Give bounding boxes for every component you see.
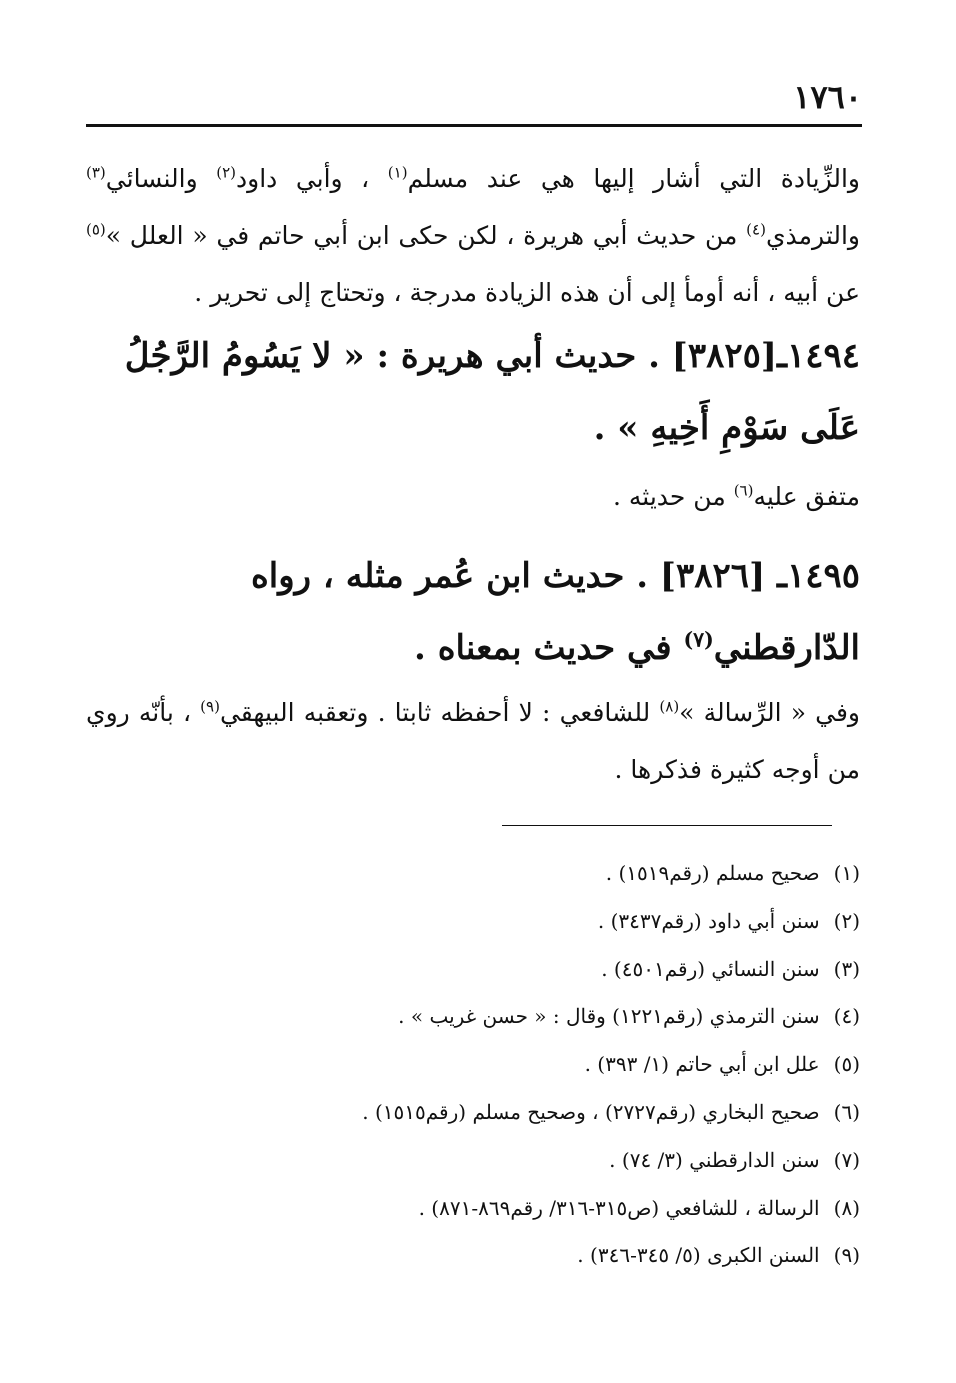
footnote-separator bbox=[502, 825, 832, 826]
footnote-text: سنن أبي داود (رقم٣٤٣٧) . bbox=[597, 908, 820, 933]
footnote-text: علل ابن أبي حاتم (١/ ٣٩٣) . bbox=[584, 1052, 820, 1077]
header-rule bbox=[86, 124, 862, 127]
footnote-number: (٩) bbox=[833, 1243, 860, 1268]
paragraph-muttafaq bbox=[86, 468, 860, 525]
hadith-heading-1495 bbox=[86, 540, 860, 684]
text: وفي « الرِّسالة » bbox=[679, 698, 861, 727]
footnote-text: الرسالة ، للشافعي (ص٣١٥-٣١٦/ رقم٨٦٩-٨٧١) . bbox=[418, 1195, 820, 1220]
footnote-item bbox=[80, 1232, 860, 1280]
text: والترمذي bbox=[765, 221, 860, 250]
footnote-text: سنن النسائي (رقم٤٥٠١) . bbox=[601, 956, 820, 981]
footnote-item bbox=[80, 898, 860, 946]
footnote-number: (٤) bbox=[833, 1004, 860, 1029]
footnote-text: سنن الدارقطني (٣/ ٧٤) . bbox=[609, 1147, 820, 1172]
footnote-item bbox=[80, 1137, 860, 1185]
page-number: ١٧٦٠ bbox=[793, 78, 862, 116]
text: متفق عليه bbox=[753, 482, 860, 511]
footnote-ref-3[interactable]: (٣) bbox=[86, 163, 106, 182]
text: من حديث أبي هريرة ، لكن حكى ابن أبي حاتم في « العلل » bbox=[105, 221, 747, 250]
footnote-number: (١) bbox=[833, 861, 860, 885]
footnote-ref-7[interactable]: (٧) bbox=[683, 627, 714, 652]
footnote-number: (٥) bbox=[833, 1052, 860, 1077]
text: والزِّيادة التي أشار إليها هي عند مسلم bbox=[407, 164, 861, 193]
footnote-ref-1[interactable]: (١) bbox=[387, 163, 408, 182]
footnote-item bbox=[80, 1185, 860, 1233]
footnote-ref-9[interactable]: (٩) bbox=[200, 697, 220, 716]
footnote-text: السنن الكبرى (٥/ ٣٤٥-٣٤٦) . bbox=[577, 1243, 820, 1268]
footnote-ref-4[interactable]: (٤) bbox=[746, 220, 766, 239]
footnote-text: صحيح البخاري (رقم٢٧٢٧) ، وصحيح مسلم (رقم١٥١٥) . bbox=[362, 1099, 820, 1124]
footnote-item bbox=[80, 850, 860, 898]
text: في حديث بمعناه . bbox=[414, 628, 684, 668]
footnote-number: (٨) bbox=[833, 1195, 860, 1220]
text: للشافعي : لا أحفظه ثابتا . وتعقبه البيهقي bbox=[219, 698, 660, 727]
text: ، بأنّه روي من أوجه كثيرة فذكرها . bbox=[86, 698, 860, 784]
footnote-ref-5[interactable]: (٥) bbox=[86, 220, 106, 239]
footnote-ref-8[interactable]: (٨) bbox=[659, 697, 680, 716]
footnote-text: سنن الترمذي (رقم١٢٢١) وقال : « حسن غريب » . bbox=[398, 1004, 820, 1029]
text: والنسائي bbox=[105, 164, 217, 193]
text: عن أبيه ، أنه أومأ إلى أن هذه الزيادة مدرجة ، وتحتاج إلى تحرير . bbox=[194, 278, 860, 307]
footnote-number: (٣) bbox=[833, 956, 860, 981]
footnote-item bbox=[80, 993, 860, 1041]
footnote-number: (٦) bbox=[833, 1099, 860, 1124]
footnote-ref-2[interactable]: (٢) bbox=[216, 163, 236, 182]
paragraph-risala bbox=[86, 684, 860, 798]
footnote-item bbox=[80, 1041, 860, 1089]
paragraph-zyada bbox=[86, 150, 860, 321]
text: من حديثه . bbox=[612, 482, 734, 511]
footnote-item bbox=[80, 946, 860, 994]
footnote-number: (٢) bbox=[833, 908, 860, 933]
hadith-heading-1494: ١٤٩٤ـ[٣٨٢٥] . حديث أبي هريرة : « لا يَسُومُ الرَّجُلُ عَلَى سَوْمِ أَخِيهِ » . bbox=[124, 336, 860, 448]
text: ١٤٩٥ـ [٣٨٢٦] . حديث ابن عُمر مثله ، رواه الدّارقطني bbox=[250, 556, 860, 668]
footnote-number: (٧) bbox=[833, 1147, 860, 1172]
footnotes-list bbox=[80, 850, 860, 1280]
text: ، وأبي داود bbox=[236, 164, 388, 193]
footnote-item bbox=[80, 1089, 860, 1137]
footnote-ref-6[interactable]: (٦) bbox=[733, 481, 754, 500]
footnote-text: صحيح مسلم (رقم١٥١٩) . bbox=[605, 861, 820, 885]
